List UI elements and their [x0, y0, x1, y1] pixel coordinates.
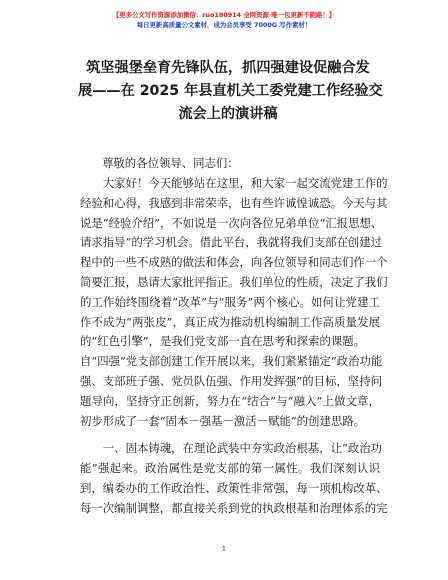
- body-line: 自“四强”党支部创建工作开展以来，我们紧紧锚定“政治功能: [80, 354, 383, 369]
- body-line: 一、固本铸魂，在理论武装中夯实政治根基，让“政治功: [80, 441, 382, 456]
- paragraph-2: [80, 439, 388, 518]
- promo-banner: [0, 0, 448, 36]
- salutation: 尊敬的各位领导、同志们：: [102, 156, 239, 170]
- promo-banner-line-1: 【更多公文写作资源添加微信：ruo180914 全网资源·唯一包更新不跑路！】: [112, 11, 336, 19]
- body-line: 作不成为“两张皮”，真正成为推动机构编制工作高质量发展: [80, 314, 380, 329]
- paragraph-1: [80, 174, 388, 431]
- title-line-1: 筑坚强堡垒育先锋队伍，抓四强建设促融合发: [86, 60, 370, 76]
- body-line: 简要汇报，恳请大家批评指正。我们单位的性质，决定了我们: [80, 274, 388, 289]
- paragraph-gap: [80, 431, 380, 439]
- body-line: 强、支部班子强、党员队伍强、作用发挥强”的目标，坚持问: [80, 373, 382, 388]
- body-line: 能”强起来。政治属性是党支部的第一属性。我们深刻认识: [80, 461, 380, 476]
- body-line: 说是“经验介绍”，不如说是一次向各位兄弟单位“汇报思想、: [80, 215, 383, 230]
- body-line: 的工作始终围绕着“改革”与“服务”两个核心。如何让党建工: [80, 294, 380, 309]
- body-line: 到，编委办的工作政治性、政策性非常强，每一项机构改革、: [80, 480, 388, 495]
- body-line: 经验和心得，我感到非常荣幸，也有些许诚惶诚恐。今天与其: [80, 195, 388, 210]
- page-number: 1: [221, 545, 227, 553]
- body-line: 初步形成了一套“固本－强基－激活－赋能”的创建思路。: [80, 413, 366, 428]
- title-line-3: 流会上的演讲稿: [178, 106, 278, 122]
- title-line-2: 展——在 2025 年县直机关工委党建工作经验交: [78, 83, 383, 99]
- body-line: 程中的一些不成熟的做法和体会，向各位领导和同志们作一个: [80, 255, 388, 270]
- document-body: [80, 152, 388, 519]
- body-line: 题导向，坚持守正创新，努力在“结合”与“融入”上做文章，: [80, 393, 380, 408]
- body-line: 大家好！今天能够站在这里，和大家一起交流党建工作的: [80, 176, 388, 190]
- document-title: [78, 57, 383, 126]
- body-line: 每一次编制调整，都直接关系到党的执政根基和治理体系的完: [80, 500, 388, 515]
- body-line: 请求指导”的学习机会。借此平台，我就将我们支部在创建过: [80, 235, 382, 250]
- promo-banner-line-2: 每日更新高质量公文素材，成为会员享受 7000G 写作素材！: [136, 21, 312, 29]
- body-line: 的“红色引擎”，是我们党支部一直在思考和探索的课题。: [80, 334, 366, 349]
